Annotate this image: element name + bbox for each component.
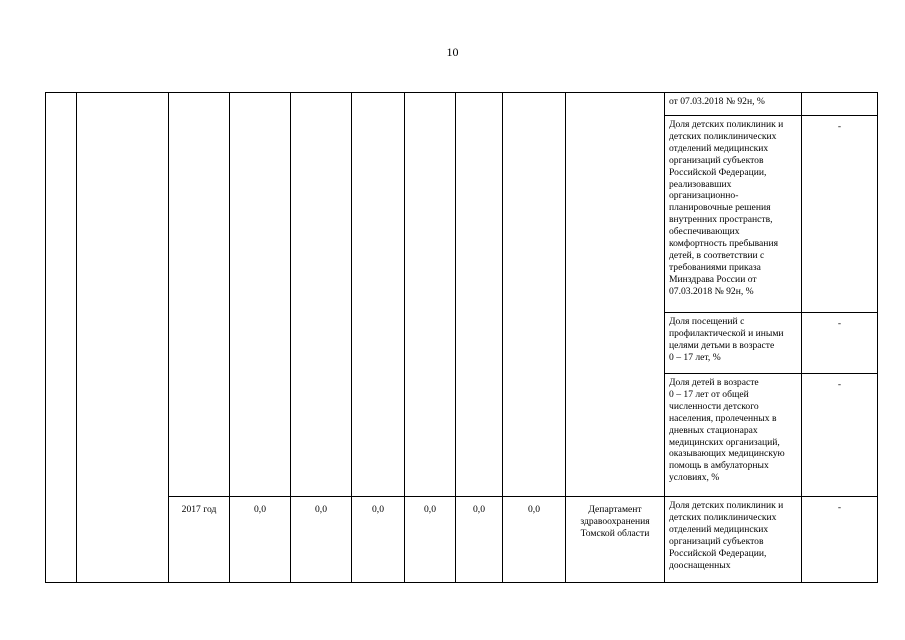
indicator-text: Доля посещений с профилактической и иными целями детьми в возрасте 0 – 17 лет, % <box>665 313 802 374</box>
cell-empty <box>566 93 665 497</box>
cell-empty <box>46 93 77 583</box>
cell-empty <box>405 93 456 497</box>
value-cell: 0,0 <box>503 497 566 583</box>
table-row <box>46 93 878 116</box>
value-cell: 0,0 <box>352 497 405 583</box>
cell-empty <box>169 93 230 497</box>
indicator-value: - <box>802 374 878 497</box>
value-cell: 0,0 <box>291 497 352 583</box>
cell-empty <box>291 93 352 497</box>
cell-empty <box>503 93 566 497</box>
table-row <box>46 497 878 583</box>
year-cell: 2017 год <box>169 497 230 583</box>
indicator-value <box>802 93 878 116</box>
program-table <box>45 92 878 583</box>
cell-empty <box>456 93 503 497</box>
cell-empty <box>230 93 291 497</box>
indicator-value: - <box>802 497 878 583</box>
cell-empty <box>77 93 169 583</box>
department-cell: Департамент здравоохранения Томской области <box>566 497 665 583</box>
indicator-text: Доля детей в возрасте 0 – 17 лет от общей численности детского населения, пролеченных в дневных стационарах медицинских организаций, оказывающих медицинскую помощь в амбулаторных условиях, % <box>665 374 802 497</box>
indicator-text: Доля детских поликлиник и детских поликлинических отделений медицинских организаций субъектов Российской Федерации, реализовавших организационно- планировочные решения внутренних пространств, обеспечивающих комфортность пребывания детей, в соответствии с требованиями приказа Минздрава России от 07.03.2018 № 92н, % <box>665 116 802 313</box>
indicator-value: - <box>802 313 878 374</box>
value-cell: 0,0 <box>405 497 456 583</box>
value-cell: 0,0 <box>456 497 503 583</box>
indicator-value: - <box>802 116 878 313</box>
page-number: 10 <box>446 45 459 59</box>
cell-empty <box>352 93 405 497</box>
value-cell: 0,0 <box>230 497 291 583</box>
indicator-text: от 07.03.2018 № 92н, % <box>665 93 802 116</box>
indicator-text: Доля детских поликлиник и детских поликлинических отделений медицинских организаций субъектов Российской Федерации, дооснащенных <box>665 497 802 583</box>
